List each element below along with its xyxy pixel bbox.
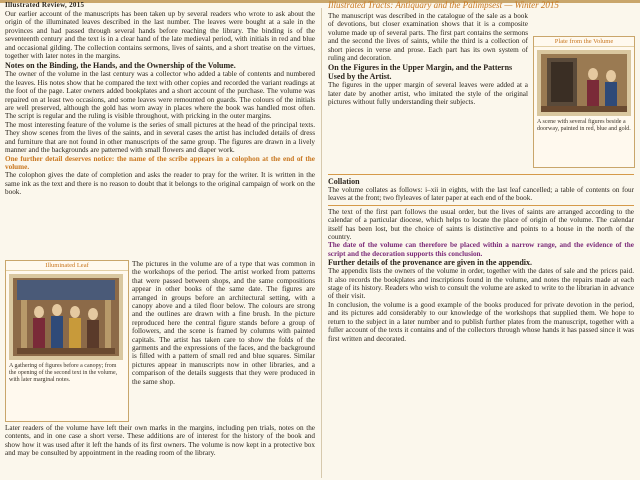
left-figure-caption: A gathering of figures before a canopy; from the opening of the second text in the volume, with later marginal notes.	[9, 363, 118, 383]
right-subheading: On the Figures in the Upper Margin, and the Patterns Used by the Artist.	[328, 63, 513, 82]
right-highlight: The date of the volume can therefore be placed within a narrow range, and the evidence of the script and the decoration supports this conclusion.	[328, 241, 634, 258]
collation-text: The volume collates as follows: i–xii in eights, with the last leaf cancelled; a table of contents on four leaves at the front; two flyleaves of later paper at each end of the book.	[328, 186, 634, 203]
right-figure-title: Plate from the Volume	[534, 37, 634, 47]
right-figure-image	[537, 50, 631, 116]
right-figure-caption: A scene with several figures beside a doorway, painted in red, blue and gold.	[537, 119, 631, 132]
right-paragraph-5: In conclusion, the volume is a good example of the books produced for private devotion in the period, and its pictures add considerably to our knowledge of the workshops that supplied them. We hope to return to the subject in a later number and to publish further plates from the manuscript, together with a fuller account of the texts it contains and of the collectors through whose hands it has passed since it was first written and decorated.	[328, 300, 634, 343]
left-highlight: One further detail deserves notice: the name of the scribe appears in a colophon at the end of the volume.	[5, 154, 315, 171]
left-paragraph-4: The colophon gives the date of completion and asks the reader to pray for the writer. It is written in the same ink as the text and there is no reason to doubt that it belongs to the original campaign of work on the book.	[5, 171, 315, 197]
column-divider	[321, 8, 322, 478]
right-paragraph-4: The appendix lists the owners of the volume in order, together with the dates of sale and the prices paid. It also records the bookplates and inscriptions found in the volume, and notes the repairs made at each stage of its history. Readers who wish to consult the volume are asked to write to the librarian in advance of their visit.	[328, 267, 634, 301]
section-rule	[328, 174, 634, 175]
plate-image	[537, 50, 631, 116]
section-rule-2	[328, 205, 634, 206]
left-figure-title: Illuminated Leaf	[6, 261, 128, 271]
left-paragraph-2: The owner of the volume in the last century was a collector who added a table of contents and numbered the leaves. His notes show that he compared the text with other copies and recorded the variant readings at the foot of the page. Later owners added bookplates and a short account of the purchase. The volume was repaired on at least two occasions, and some leaves were remounted on guards. The colours of the initials are well preserved, although the gold has worn away in places where the book was handled most often. The script is regular and the ruling is visible throughout, with pricking in the outer margins.	[5, 70, 315, 121]
left-wrap-text: The pictures in the volume are of a type that was common in the workshops of the period. The artist worked from patterns that were passed between shops, and the same compositions appear in other books of the same date. The figures are arranged in groups before an architectural setting, with a canopy above and a tiled floor below. The colours are strong and the outlines are drawn with a fine brush. In the picture reproduced here the central figure stands before a group of followers, and the scene is framed by columns with painted capitals. The artist has taken care to show the folds of the garments and the expressions of the faces, and the background is filled with a pattern of small red and blue squares. Similar pictures appear in manuscripts now in other libraries, and a comparison of the details suggests that they were produced in the same shop.	[132, 260, 315, 386]
right-strong-line: Further details of the provenance are given in the appendix.	[328, 258, 532, 268]
left-bottom-text: Later readers of the volume have left their own marks in the margins, including pen trials, notes on the contents, and in one case a short verse. These additions are of interest for the history of the book and show how it was used after it left the hands of its first owners. The volume is now kept in a protective box and may be consulted by appointment in the reading room of the library.	[5, 424, 315, 458]
left-wrap-text-block	[132, 260, 315, 386]
right-paragraph-2: The figures in the upper margin of several leaves were added at a later date by another artist, who imitated the style of the original pictures without fully understanding their subjects.	[328, 81, 528, 107]
right-wrap-block	[328, 12, 528, 107]
right-paragraph-3: The text of the first part follows the usual order, but the lives of saints are arranged according to the calendar of a particular diocese, which helps to locate the place of origin of the volume. The calendar itself has been lost, but the choice of saints is distinctive and points to a house in the north of the country.	[328, 207, 634, 242]
left-paragraph-3: The most interesting feature of the volume is the series of small pictures at the head of the principal texts. They show scenes from the lives of the saints, and in several cases the artist has included details of dress and furniture that are not found in other manuscripts of the same group. The figures are drawn in a lively manner and the backgrounds are patterned with small flowers and diaper work.	[5, 120, 315, 155]
running-header-left: Illustrated Review, 2015	[5, 1, 85, 9]
right-full-block	[328, 172, 634, 343]
left-bottom-block	[5, 424, 315, 458]
left-figure	[5, 260, 129, 422]
right-figure	[533, 36, 635, 168]
left-subheading: Notes on the Binding, the Hands, and the Ownership of the Volume.	[5, 61, 236, 71]
collation-heading: Collation	[328, 177, 360, 186]
left-paragraph-1: Our earlier account of the manuscripts has been taken up by several readers who wrote to ask about the origin of the illuminated leaves described in the last number. The leaves were bought at a sale in the provinces and had passed through several hands before reaching the library. The binding is of the seventeenth century and the text is in a clear hand of the late medieval period, with initials in red and blue and occasional gilding. The collection contains sermons, lives of saints, and a short treatise on the virtues, together with later notes in the margins.	[5, 10, 315, 61]
illumination-image	[9, 274, 123, 360]
right-paragraph-1: The manuscript was described in the catalogue of the sale as a book of devotions, but closer examination shows that it is a composite volume made up of several parts. The first part contains the sermons and the second the lives of saints, while the third is a collection of short pieces in verse and prose. Each part has its own system of ruling and decoration.	[328, 12, 528, 63]
running-header-right: Illustrated Tracts: Antiquary and the Palimpsest — Winter 2015	[328, 0, 559, 10]
left-figure-image	[9, 274, 125, 360]
